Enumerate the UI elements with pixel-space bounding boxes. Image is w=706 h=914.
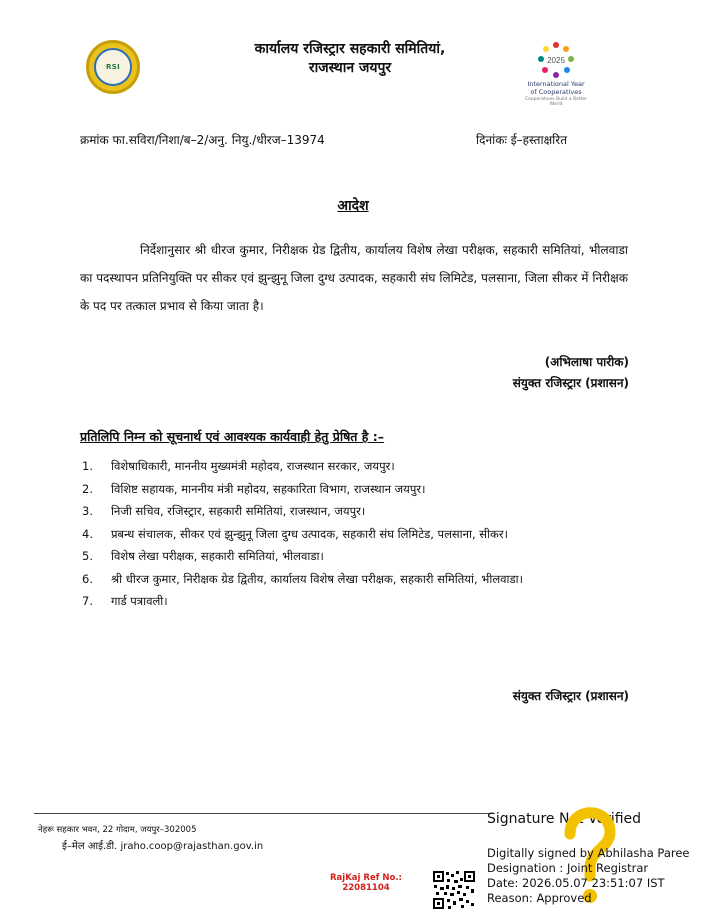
copy-heading: प्रतिलिपि निम्न को सूचनार्थ एवं आवश्यक कार्यवाही हेतु प्रेषित है :–	[80, 429, 385, 444]
list-item	[80, 593, 630, 611]
logo-text: RSI	[106, 63, 120, 71]
list-item-text: निजी सचिव, रजिस्ट्रार, सहकारी समितियां, राजस्थान, जयपुर।	[111, 504, 366, 518]
list-item-number: 6.	[82, 571, 93, 586]
office-title-line1: कार्यालय रजिस्ट्रार सहकारी समितियां,	[254, 41, 446, 57]
copy-signatory-title: संयुक्त रजिस्ट्रार (प्रशासन)	[512, 689, 629, 703]
office-title	[150, 40, 550, 78]
list-item	[80, 458, 630, 476]
signature-date: Date: 2026.05.07 23:51:07 IST	[487, 876, 665, 890]
list-item-number: 7.	[82, 594, 93, 608]
signature-details	[487, 846, 690, 906]
list-item-text: विशेषाधिकारी, माननीय मुख्यमंत्री महोदय, राजस्थान सरकार, जयपुर।	[111, 459, 395, 473]
copy-list	[80, 458, 630, 616]
reference-number: क्रमांक फा.सविरा/निशा/ब–2/अनु. नियु./धीरज–13974	[80, 133, 325, 147]
signature-signed-by: Digitally signed by Abhilasha Paree	[487, 846, 690, 860]
office-title-line2: राजस्थान जयपुर	[308, 60, 392, 76]
list-item-text: विशिष्ट सहायक, माननीय मंत्री महोदय, सहकारिता विभाग, राजस्थान जयपुर।	[111, 481, 426, 496]
order-heading: आदेश	[337, 198, 369, 214]
signatory-title: संयुक्त रजिस्ट्रार (प्रशासन)	[512, 376, 629, 390]
rajkaj-label: RajKaj Ref No.:	[330, 873, 402, 883]
signature-status: Signature Not Verified	[487, 811, 642, 827]
iyc-caption-line1: International Year	[527, 80, 585, 88]
iyc-2025-logo	[518, 40, 594, 107]
footer-divider	[34, 813, 492, 814]
signatory-name: (अभिलाषा पारीक)	[544, 355, 629, 369]
list-item-number: 4.	[82, 526, 93, 541]
list-item	[80, 503, 630, 521]
list-item-text: विशेष लेखा परीक्षक, सहकारी समितियां, भीलवाडा।	[111, 549, 324, 563]
footer-email: ई–मेल आई.डी. jraho.coop@rajasthan.gov.in	[62, 841, 264, 852]
department-logo	[86, 40, 140, 94]
list-item-text: गार्ड पत्रावली।	[111, 594, 168, 608]
list-item	[80, 571, 630, 589]
list-item-number: 2.	[82, 481, 93, 496]
svg-text:2025: 2025	[547, 56, 565, 65]
rajkaj-reference	[322, 873, 410, 893]
order-body: निर्देशानुसार श्री धीरज कुमार, निरीक्षक ग्रेड द्वितीय, कार्यालय विशेष लेखा परीक्षक, सहकारी समितियां, भीलवाडा का पदस्थापन प्रतिनियुक्ति पर सीकर एवं झुन्झुनू जिला दुग्ध उत्पादक, सहकारी संघ लिमिटेड, पलसाना, जिला सीकर में निरीक्षक के पद पर तत्काल प्रभाव से किया जाता है।	[80, 243, 628, 313]
list-item-number: 3.	[82, 504, 93, 518]
list-item	[80, 481, 630, 499]
order-signatory	[513, 352, 629, 394]
list-item	[80, 548, 630, 566]
list-item-text: प्रबन्ध संचालक, सीकर एवं झुन्झुनू जिला दुग्ध उत्पादक, सहकारी संघ लिमिटेड, पलसाना, सीकर।	[111, 526, 508, 541]
signature-reason: Reason: Approved	[487, 891, 592, 905]
list-item-number: 1.	[82, 459, 93, 473]
reference-date: दिनांकः ई–हस्ताक्षरित	[476, 133, 568, 147]
list-item	[80, 526, 630, 544]
iyc-emblem-icon	[536, 40, 576, 80]
list-item-number: 5.	[82, 549, 93, 563]
qr-code-icon	[432, 870, 476, 910]
rajkaj-number: 22081104	[342, 883, 390, 893]
signature-designation: Designation : Joint Registrar	[487, 861, 649, 875]
list-item-text: श्री धीरज कुमार, निरीक्षक ग्रेड द्वितीय, कार्यालय विशेष लेखा परीक्षक, सहकारी समितियां, भीलवाडा।	[111, 571, 523, 586]
iyc-slogan: Cooperatives Build a Better World	[524, 97, 588, 107]
iyc-caption-line2: of Cooperatives	[530, 88, 582, 96]
footer-address: नेहरू सहकार भवन, 22 गोदाम, जयपुर–302005	[38, 825, 197, 835]
